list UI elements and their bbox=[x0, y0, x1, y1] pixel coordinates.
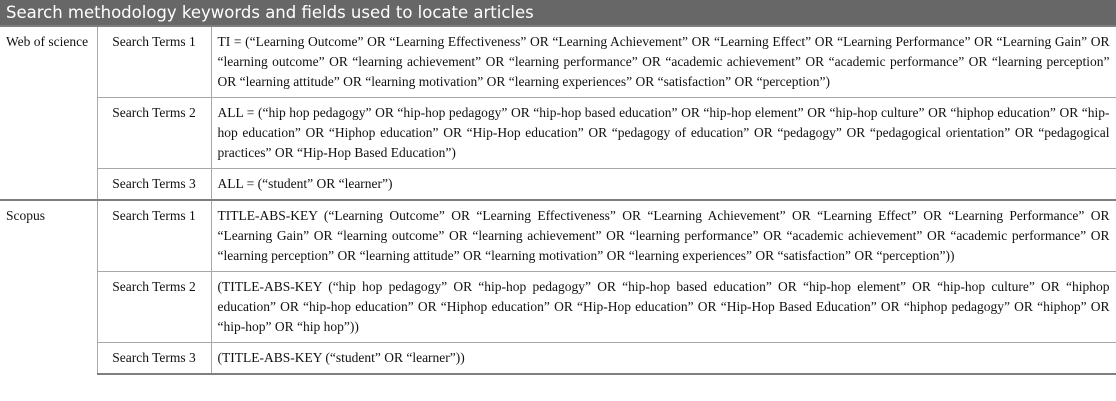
search-query-cell: (TITLE-ABS-KEY (“hip hop pedagogy” OR “hip-hop pedagogy” OR “hip-hop based education” OR “hip-hop element” OR “hip-hop culture” OR “hiphop education” OR “hip-hop education” OR “Hiphop education” OR “Hip-Hop education” OR “Hip-Hop Based Education” OR “hiphop pedagogy” OR “hiphop” OR “hip-hop” OR “hip hop”)) bbox=[211, 272, 1116, 343]
database-cell-scopus: Scopus bbox=[0, 200, 97, 374]
search-term-label: Search Terms 3 bbox=[97, 343, 211, 375]
table-row bbox=[0, 169, 1116, 201]
table-row bbox=[0, 343, 1116, 375]
search-term-label: Search Terms 1 bbox=[97, 200, 211, 272]
search-query-cell: ALL = (“student” OR “learner”) bbox=[211, 169, 1116, 201]
search-query-cell: TITLE-ABS-KEY (“Learning Outcome” OR “Learning Effectiveness” OR “Learning Achievement” OR “Learning Effect” OR “Learning Performance” OR “Learning Gain” OR “learning outcome” OR “learning achievement” OR “learning performance” OR “academic achievement” OR “academic performance” OR “learning perception” OR “learning attitude” OR “learning motivation” OR “learning experiences” OR “satisfaction” OR “perception”)) bbox=[211, 200, 1116, 272]
table-row bbox=[0, 26, 1116, 98]
database-cell-web-of-science: Web of science bbox=[0, 26, 97, 200]
search-term-label: Search Terms 1 bbox=[97, 26, 211, 98]
search-query-cell: (TITLE-ABS-KEY (“student” OR “learner”)) bbox=[211, 343, 1116, 375]
table-title: Search methodology keywords and fields used to locate articles bbox=[0, 0, 1116, 25]
table-row bbox=[0, 200, 1116, 272]
search-query-cell: ALL = (“hip hop pedagogy” OR “hip-hop pedagogy” OR “hip-hop based education” OR “hip-hop element” OR “hip-hop culture” OR “hiphop education” OR “hip-hop education” OR “Hiphop education” OR “Hip-Hop education” OR “pedagogy of education” OR “pedagogy” OR “pedagogical orientation” OR “pedagogical practices” OR “Hip-Hop Based Education”) bbox=[211, 98, 1116, 169]
table-row bbox=[0, 98, 1116, 169]
table-row bbox=[0, 272, 1116, 343]
search-term-label: Search Terms 3 bbox=[97, 169, 211, 201]
search-term-label: Search Terms 2 bbox=[97, 98, 211, 169]
search-term-label: Search Terms 2 bbox=[97, 272, 211, 343]
search-query-cell: TI = (“Learning Outcome” OR “Learning Effectiveness” OR “Learning Achievement” OR “Learning Effect” OR “Learning Performance” OR “Learning Gain” OR “learning outcome” OR “learning achievement” OR “learning performance” OR “academic achievement” OR “academic performance” OR “learning perception” OR “learning attitude” OR “learning motivation” OR “learning experiences” OR “satisfaction” OR “perception”) bbox=[211, 26, 1116, 98]
search-methodology-table bbox=[0, 25, 1116, 375]
